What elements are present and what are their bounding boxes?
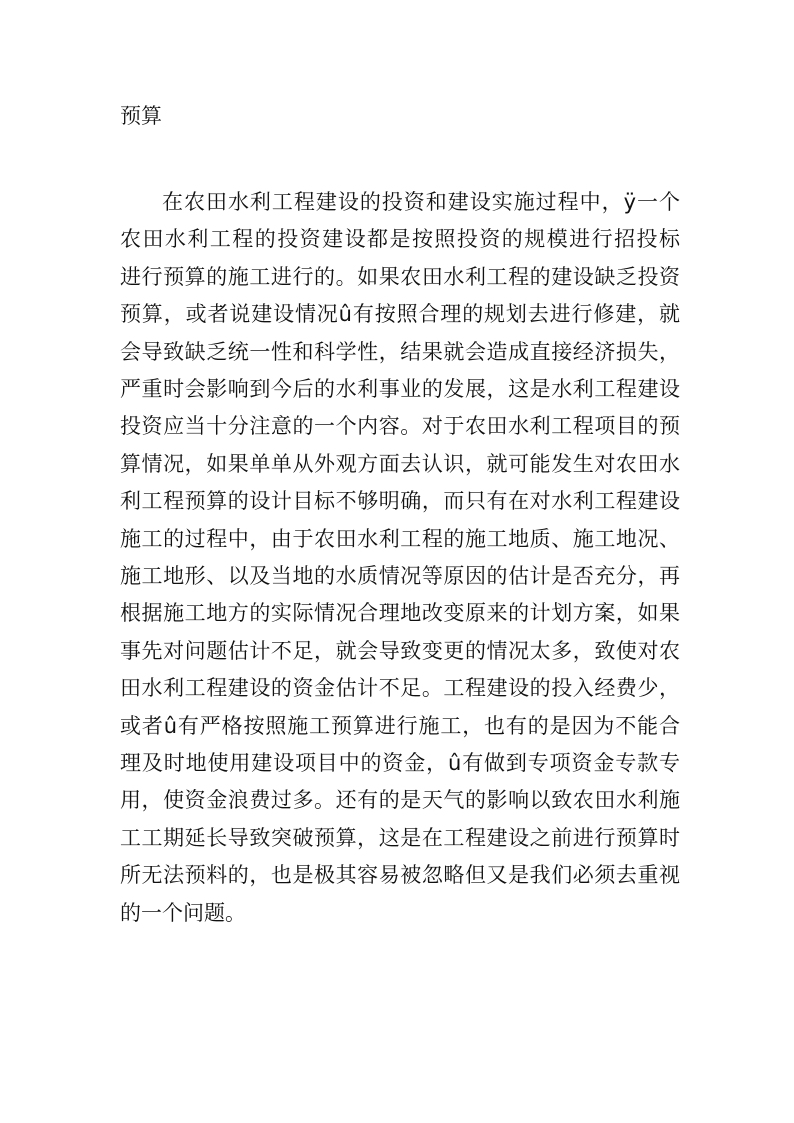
paragraph-line: 在农田水利工程建设的投资和建设实施过程中，ÿ一个 bbox=[162, 190, 680, 214]
paragraph-line: 施工的过程中，由于农田水利工程的施工地质、施工地况、 bbox=[120, 526, 680, 551]
paragraph-line: 预算，或者说建设情况û有按照合理的规划去进行修建，就 bbox=[120, 302, 680, 327]
paragraph-line: 根据施工地方的实际情况合理地改变原来的计划方案，如果 bbox=[120, 601, 680, 626]
paragraph-line: 用，使资金浪费过多。还有的是天气的影响以致农田水利施 bbox=[120, 788, 680, 813]
section-heading: 预算 bbox=[120, 104, 162, 128]
paragraph-line: 工工期延长导致突破预算，这是在工程建设之前进行预算时 bbox=[120, 825, 680, 850]
paragraph-line: 所无法预料的，也是极其容易被忽略但又是我们必须去重视 bbox=[120, 863, 680, 888]
paragraph-line: 会导致缺乏统一性和科学性，结果就会造成直接经济损失， bbox=[120, 339, 680, 364]
paragraph-line: 利工程预算的设计目标不够明确，而只有在对水利工程建设 bbox=[120, 489, 680, 514]
paragraph-line: 严重时会影响到今后的水利事业的发展，这是水利工程建设 bbox=[120, 377, 680, 401]
paragraph-line: 农田水利工程的投资建设都是按照投资的规模进行招投标 bbox=[120, 227, 680, 252]
paragraph-line: 算情况，如果单单从外观方面去认识，就可能发生对农田水 bbox=[120, 451, 680, 476]
paragraph-line: 的一个问题。 bbox=[120, 900, 246, 925]
paragraph-line: 田水利工程建设的资金估计不足。工程建设的投入经费少， bbox=[120, 676, 680, 701]
paragraph-line: 或者û有严格按照施工预算进行施工，也有的是因为不能合 bbox=[120, 713, 680, 738]
paragraph-line: 投资应当十分注意的一个内容。对于农田水利工程项目的预 bbox=[120, 414, 680, 439]
paragraph-line: 事先对问题估计不足，就会导致变更的情况太多，致使对农 bbox=[120, 638, 680, 663]
paragraph-line: 进行预算的施工进行的。如果农田水利工程的建设缺乏投资 bbox=[120, 264, 680, 289]
paragraph-line: 理及时地使用建设项目中的资金，û有做到专项资金专款专 bbox=[120, 751, 680, 775]
paragraph-line: 施工地形、以及当地的水质情况等原因的估计是否充分，再 bbox=[120, 564, 680, 588]
